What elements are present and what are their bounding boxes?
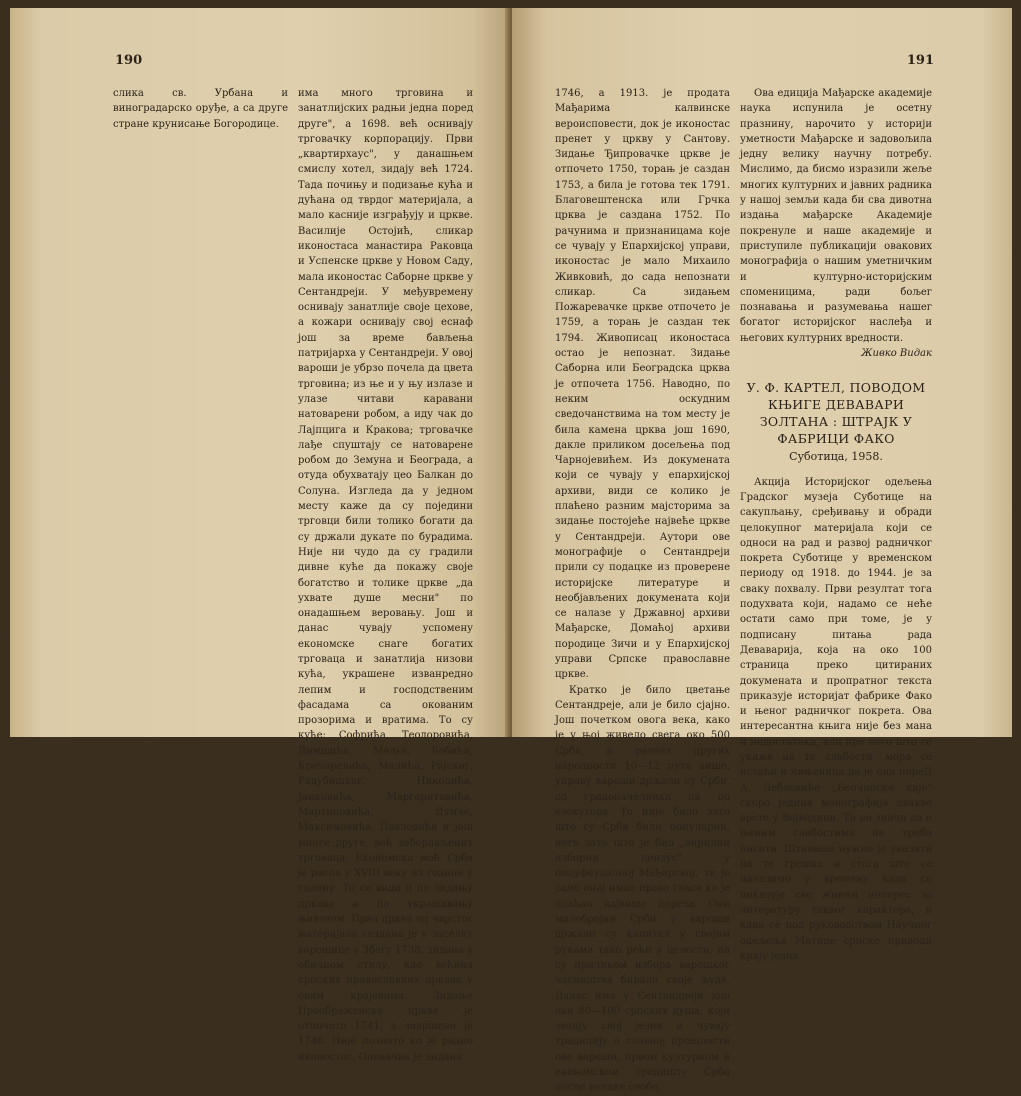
right-column-1 bbox=[555, 86, 730, 1096]
paragraph: има много трговина и занатлијских радњи једна поред друге", а 1698. већ оснивају трговачку корпорацију. Први „квартирхаус", у данашњем смислу хотел, зидају већ 1724. Тада почињу и подизање кућа и дућана од тврдог материјала, а мало касније изграђују и цркве. Василије Остојић, сликар иконостаса манастира Раковца и Успенске цркве у Новом Саду, мала иконостас Саборне цркве у Сентандреји. У међувремену оснивају занатлије своје цехове, а кожари оснивају свој еснаф још за време бављења патријарха у Сентандреји. У овој вароши је убрзо почела да цвета трговина; из ње и у њу излазе и улазе читави каравани натоварени робом, а иду чак до Лајпцига и Кракова; трговачке лађе спуштају се натоварене робом до Земуна и Београда, а отуда обухватају цео Балкан до Солуна. Изгледа да у једном месту каже да су поједини трговци били толико богати да су држали дукате по бурадима. Није ни чудо да су градили дивне куће да покажу своје богатство и толике цркве „да ухвате душе месни" по онадашњем веровању. Још и данас чувају успомену економске снаге богатих трговаца и занатлија низови кућа, украшене изванредно лепим и господственим фасадама са окованим прозорима и вратима. То су куће: Софрића, Теодоровића, Димшића, Мальа, Бобића, Кречаревића, Малића, Рајског, Радубишког, Николића, Јанковића, Маргаритовића, Мартиновића, Думче, Максимовића, Павловића и још многе друге, већ заборављених трговаца. Економска моћ Срба је расла у XVIII веку из године у годину. То се види и по зидању цркава и по украшавању њиховом. Прва црква од чврстог материјала саздана је у заселку варошице у Збегу 1738, зидана у обичном стилу, као већина српских православних цркава у овим крајевима. Зидање Преображенске цркве је отпочето 1741, а завршено је 1746. Није познато ко је радио иконостас. Оповачка је зидана bbox=[298, 88, 473, 1063]
paragraph: слика св. Урбана и виноградарско оруђе, а са друге стране крунисање Богородице. bbox=[113, 88, 288, 130]
article-title: У. Ф. КАРТЕЛ, ПОВОДОМ КЊИГЕ ДЕВАВАРИ ЗОЛТАНА : ШТРАЈК У ФАБРИЦИ ФАКО bbox=[746, 380, 926, 447]
left-column-2 bbox=[298, 86, 473, 1065]
paragraph: Кратко је било цветање Сентандреје, али је било сјајно. Још почетком овога века, како је у њој живело свега око 500 Срба, а разних других народности 10—12 пута више, управу вароши држали су Срби, од градоначелника па до езекутора. То није било зато што су Срби били популарни, него зато што је био „вирилни изборни цензус" у полуфеудалној Мађарској, те је само онај имао право гласа ко је плаћао највише пореза. Они малобројни Срби у вароши држали су капитал у својим рукама тако рећи у целости, па су приликом избора варошког часништва бирали своје људе. Данас има у Сентандреји још око 80—100 српских душа, који званју свој језик и чувају традицију о славној прошлости ове вароши, првом културном и економском средишту Срба после велике сеобе. bbox=[555, 684, 730, 1094]
right-column-2 bbox=[740, 86, 932, 964]
author-signature: Живко Видак bbox=[861, 348, 932, 360]
right-page bbox=[512, 8, 1012, 1094]
paragraph: 1746, а 1913. је продата Мађарима калвинске вероисповести, док је иконостас пренет у цркву у Сантову. Зидање Ђипровачке цркве је отпочето 1750, торањ је саздан 1753, а била је готова тек 1791. Благовештенска или Грчка црква је саздана 1752. По рачунима и признаницама које се чувају у Епархијској управи, иконостас је мало Михаило Живковић, до сада непознати сликар. Са зидањем Пожаревачке цркве отпочето је 1759, а торањ је саздан тек 1794. Живописац иконостаса остао је непознат. Зидање Саборна или Београдска црква је отпочета 1756. Наводно, по неким оскудним сведочанствима на том месту је била камена црква још 1690, дакле приликом досељења под Чарнојевићем. Из докумената који се чувају у епархијској архиви, види се колико је плаћено разним мајсторима за зидање постојеће највеће цркве у Сентандреји. Аутори ове монографије о Сентандреји прили су подацке из проверене историјске литературе и необјављених докумената који се налазе у Државној архиви Мађарске, Домаћој архиви породице Зичи и у Епархијској управи Српске православне цркве. bbox=[555, 88, 730, 681]
left-column-1 bbox=[113, 86, 288, 132]
article-subtitle: Суботица, 1958. bbox=[789, 450, 883, 464]
page-number-right: 191 bbox=[906, 53, 934, 68]
paragraph: Ова едиција Мађарске академије наука испунила је осетну празнину, нарочито у историји уметности Мађарске и задовољила једну велику научну потребу. Мислимо, да бисмо изразили жеље многих културних и јавних радника у нашој земљи када би сва дивотна издања мађарске Академије покренуле и наше академије и приступиле публикацији овакових монографија о нашим уметничким и културно-историјским споменицима, ради бољег познавања и разумевања нашег богатог историјског наслеђа и његових културних вредности. bbox=[740, 88, 932, 344]
left-page bbox=[10, 8, 510, 1063]
paragraph: Акција Историјског одељења Градског музеја Суботице на сакупљању, сређивању и обради целокупног материјала који се односи на рад и развој радничког покрета Суботице у временском периоду од 1918. до 1944. је за сваку похвалу. Први резултат тога подухвата који, надамо се неће остати само при томе, је у подписану питања рада Деваварија, која на око 100 страница преко цитираних докумената и пропратног текста приказује историјат фабрике Фако и њеног радничког покрета. Ова интересантна књига није без мана и недостатака, али пре него што се укаже на те слабости, мора се истаћи и чињеница да је она пореД А. Лебловиће „Беочинске каје" скоро једина монографија овакве врсте у Војводини. То не значи да о њеним слабостима не треба писати. Штавише нужно је указати на те грешке и стога што се налазимо у времену када се показује све живљи интерес за литературу таквог карактера, и када се под руководством Научног одељења Матице српске приводи крају једна bbox=[740, 476, 932, 962]
page-number-left: 190 bbox=[115, 53, 143, 68]
